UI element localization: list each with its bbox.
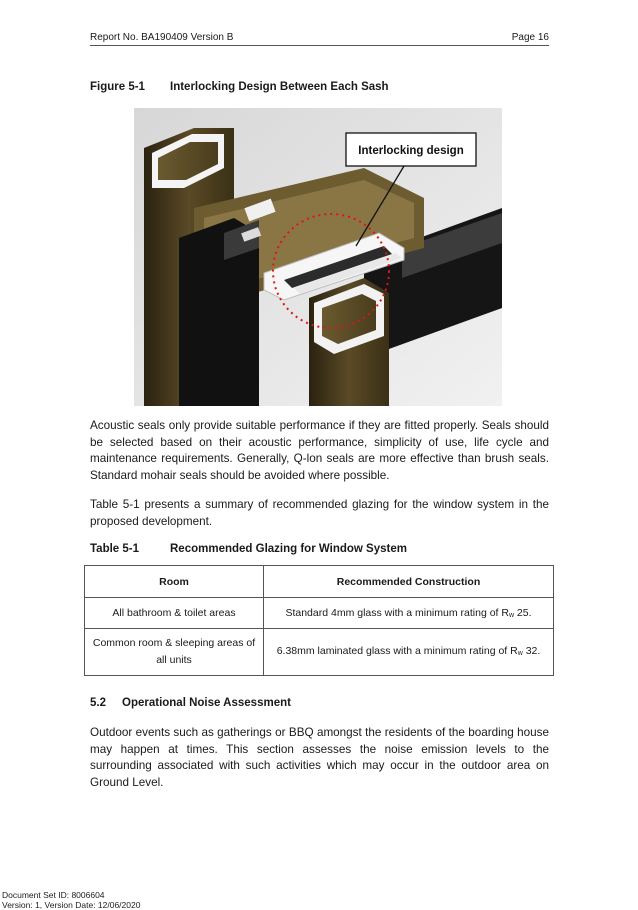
document-set-id: Document Set ID: 8006604 (2, 890, 105, 900)
interlocking-sash-figure (134, 108, 502, 406)
table-title: Recommended Glazing for Window System (170, 543, 407, 555)
table-row (85, 598, 554, 629)
header-construction: Recommended Construction (264, 566, 554, 598)
acoustic-seals-paragraph: Acoustic seals only provide suitable performance if they are fitted properly. Seals should be selected based on their acoustic performance, simplicity of use, life cycle and maintenance requirements. Generally, Q-lon seals are more effective than brush seals. Standard mohair seals should be avoided where possible. (90, 419, 549, 482)
section-title: Operational Noise Assessment (122, 697, 291, 709)
construction-cell: Standard 4mm glass with a minimum rating of $R_w$ 25. (264, 598, 554, 629)
construction-cell: 6.38mm laminated glass with a minimum rating of $R_w$ 32. (264, 629, 554, 676)
sash-section-illustration (134, 108, 502, 406)
table-row (85, 629, 554, 676)
callout-label: Interlocking design (358, 145, 464, 157)
section-heading (90, 697, 291, 709)
section-number: 5.2 (90, 697, 106, 709)
glazing-table (84, 565, 554, 676)
room-cell: All bathroom & toilet areas (85, 598, 264, 629)
figure-title: Interlocking Design Between Each Sash (170, 81, 389, 93)
figure-number: Figure 5-1 (90, 81, 145, 93)
figure-caption (90, 81, 389, 93)
table-number: Table 5-1 (90, 543, 139, 555)
page-number: Page 16 (511, 32, 549, 43)
table-caption (90, 543, 407, 555)
noise-assessment-paragraph: Outdoor events such as gatherings or BBQ amongst the residents of the boarding house may happen at times. This section assesses the noise emission levels to the surrounding associated with such activities which may occur in the outdoor area on Ground Level. (90, 726, 549, 789)
room-cell: Common room & sleeping areas of all units (85, 629, 264, 676)
document-version: Version: 1, Version Date: 12/06/2020 (2, 900, 141, 910)
page-header (90, 32, 549, 46)
document-footer (2, 890, 140, 910)
table-header-row (85, 566, 554, 598)
header-room: Room (85, 566, 264, 598)
report-number: Report No. BA190409 Version B (90, 32, 234, 43)
table-intro-paragraph: Table 5-1 presents a summary of recommended glazing for the window system in the proposed development. (90, 498, 549, 528)
